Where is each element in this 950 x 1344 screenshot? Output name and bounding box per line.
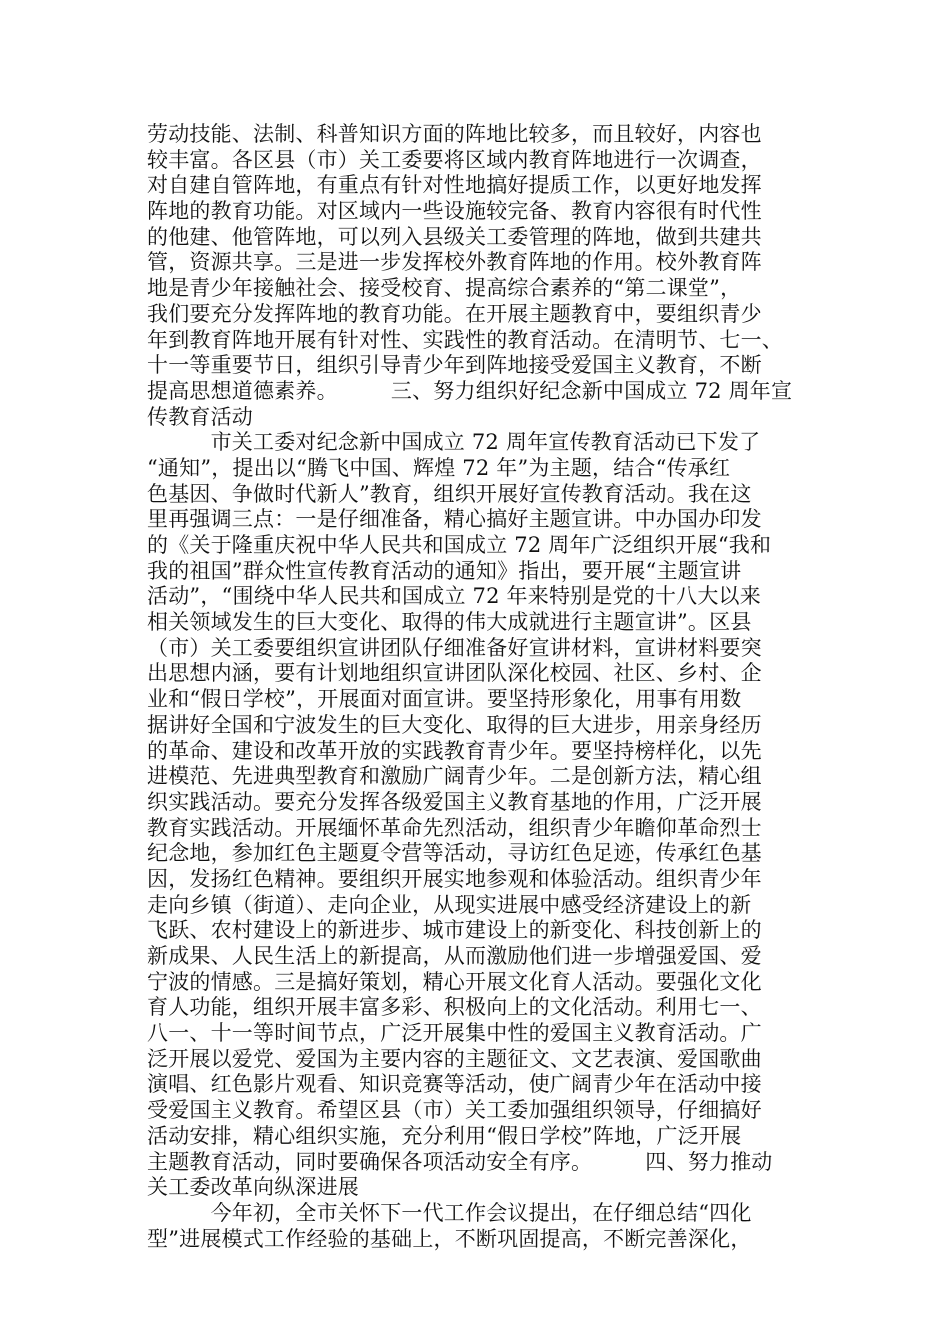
text-line: 今年初，全市关怀下一代工作会议提出，在仔细总结“四化 <box>147 1200 752 1225</box>
section-heading-line: 关工委改革向纵深进展 <box>147 1175 359 1200</box>
text-line: 活动安排，精心组织实施，充分利用“假日学校”阵地，广泛开展 <box>147 1123 742 1148</box>
text-line: 我的祖国”群众性宣传教育活动的通知》指出，要开展“主题宣讲 <box>147 558 742 583</box>
section-heading-line: 传教育活动 <box>147 404 253 429</box>
text-line: 十一等重要节日，组织引导青少年到阵地接受爱国主义教育，不断 <box>147 353 762 378</box>
text-line: 飞跃、农村建设上的新进步、城市建设上的新变化、科技创新上的 <box>147 918 762 943</box>
text-line: “通知”，提出以“腾飞中国、辉煌 72 年”为主题，结合“传承红 <box>147 455 731 480</box>
text-line: 宁波的情感。三是搞好策划，精心开展文化育人活动。要强化文化 <box>147 969 762 994</box>
text-line: 走向乡镇（街道）、走向企业，从现实进展中感受经济建设上的新 <box>147 892 752 917</box>
text-line: 受爱国主义教育。希望区县（市）关工委加强组织领导，仔细搞好 <box>147 1098 762 1123</box>
text-line: 进模范、先进典型教育和激励广阔青少年。二是创新方法，精心组 <box>147 764 762 789</box>
text-line: 色基因、争做时代新人”教育，组织开展好宣传教育活动。我在这 <box>147 481 752 506</box>
text-line: 较丰富。各区县（市）关工委要将区域内教育阵地进行一次调查， <box>147 147 762 172</box>
text-line: 的《关于隆重庆祝中华人民共和国成立 72 周年广泛组织开展“我和 <box>147 533 772 557</box>
text-line: 纪念地，参加红色主题夏令营等活动，寻访红色足迹，传承红色基 <box>147 841 762 866</box>
text-line: 泛开展以爱党、爱国为主要内容的主题征文、文艺表演、爱国歌曲 <box>147 1046 762 1071</box>
body-text <box>147 122 812 1252</box>
text-line: 阵地的教育功能。对区域内一些设施较完备、教育内容很有时代性 <box>147 199 762 224</box>
text-line: 织实践活动。要充分发挥各级爱国主义教育基地的作用，广泛开展 <box>147 789 762 814</box>
text-line: 活动”，“围绕中华人民共和国成立 72 年来特别是党的十八大以来 <box>147 584 761 609</box>
text-line: 新成果、人民生活上的新提高，从而激励他们进一步增强爱国、爱 <box>147 944 762 968</box>
text-line: 演唱、红色影片观看、知识竞赛等活动，使广阔青少年在活动中接 <box>147 1072 762 1097</box>
text-line: 的革命、建设和改革开放的实践教育青少年。要坚持榜样化，以先 <box>147 738 762 763</box>
text-line: 业和“假日学校”，开展面对面宣讲。要坚持形象化，用事有用数 <box>147 687 742 712</box>
text-line: 主题教育活动，同时要确保各项活动安全有序。 四、努力推动 <box>147 1149 773 1174</box>
text-line: 对自建自管阵地，有重点有针对性地搞好提质工作，以更好地发挥 <box>147 173 762 198</box>
text-line: 劳动技能、法制、科普知识方面的阵地比较多，而且较好，内容也 <box>147 122 762 146</box>
text-line: 的他建、他管阵地，可以列入县级关工委管理的阵地，做到共建共 <box>147 224 762 249</box>
text-line: 里再强调三点：一是仔细准备，精心搞好主题宣讲。中办国办印发 <box>147 507 762 532</box>
text-line: （市）关工委要组织宣讲团队仔细准备好宣讲材料，宣讲材料要突 <box>147 635 762 660</box>
text-line: 型”进展模式工作经验的基础上，不断巩固提高，不断完善深化， <box>147 1226 752 1251</box>
text-line: 地是青少年接触社会、接受校育、提高综合素养的“第二课堂”， <box>147 276 742 301</box>
text-line: 提高思想道德素养。 三、努力组织好纪念新中国成立 72 周年宣 <box>147 378 793 403</box>
text-line: 因，发扬红色精神。要组织开展实地参观和体验活动。组织青少年 <box>147 866 762 891</box>
text-line: 教育实践活动。开展缅怀革命先烈活动，组织青少年瞻仰革命烈士 <box>147 815 762 840</box>
text-line: 管，资源共享。三是进一步发挥校外教育阵地的作用。校外教育阵 <box>147 250 762 275</box>
text-line: 相关领域发生的巨大变化、取得的伟大成就进行主题宣讲”。区县 <box>147 610 752 635</box>
text-line: 市关工委对纪念新中国成立 72 周年宣传教育活动已下发了 <box>147 430 761 455</box>
text-line: 八一、十一等时间节点，广泛开展集中性的爱国主义教育活动。广 <box>147 1021 762 1046</box>
text-line: 育人功能，组织开展丰富多彩、积极向上的文化活动。利用七一、 <box>147 995 762 1020</box>
text-line: 出思想内涵，要有计划地组织宣讲团队深化校园、社区、乡村、企 <box>147 661 762 686</box>
text-line: 据讲好全国和宁波发生的巨大变化、取得的巨大进步，用亲身经历 <box>147 712 762 737</box>
text-line: 我们要充分发挥阵地的教育功能。在开展主题教育中，要组织青少 <box>147 301 762 326</box>
text-line: 年到教育阵地开展有针对性、实践性的教育活动。在清明节、七一、 <box>147 327 783 352</box>
